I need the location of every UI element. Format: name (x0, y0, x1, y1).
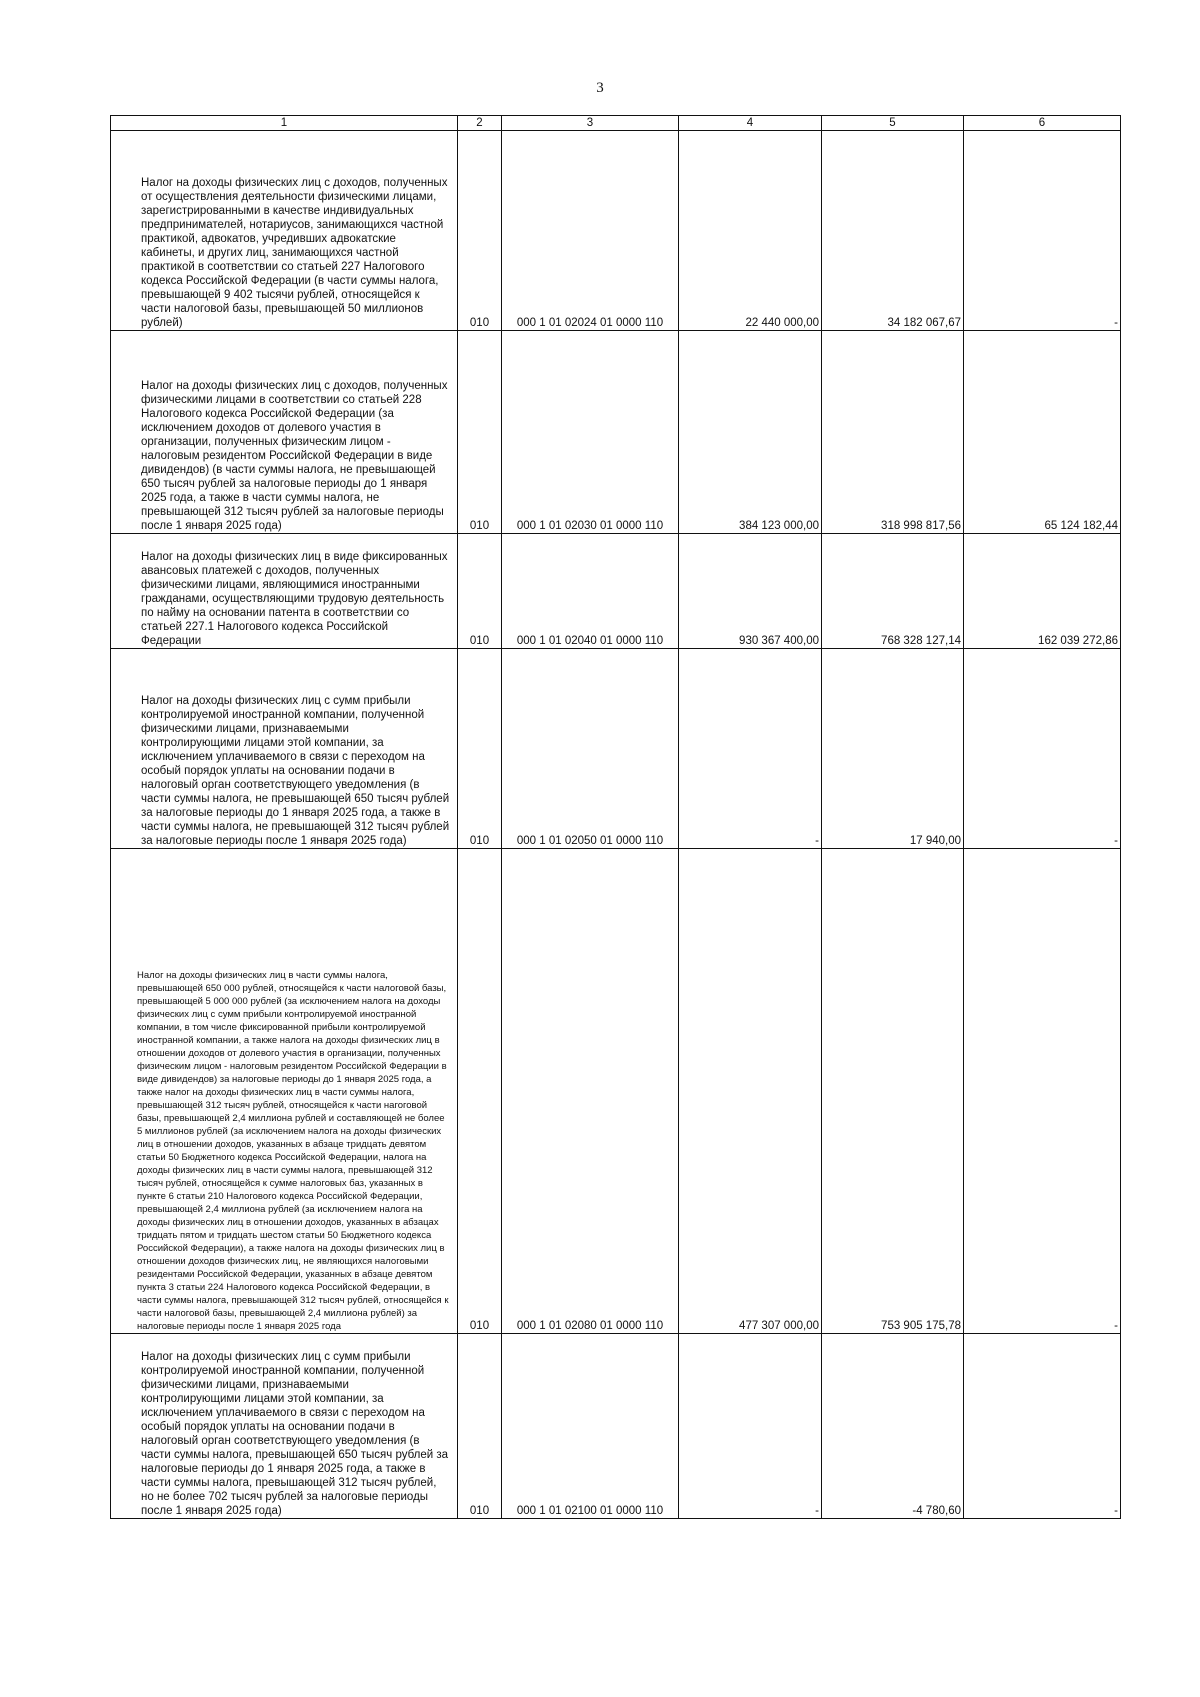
approved-amount-cell: 384 123 000,00 (679, 331, 822, 534)
approved-amount-cell: - (679, 649, 822, 849)
column-header-2: 2 (458, 116, 502, 131)
executed-amount-cell: 17 940,00 (822, 649, 964, 849)
unexecuted-amount-cell: - (964, 649, 1121, 849)
table-row (111, 849, 1121, 1334)
income-name-cell: Налог на доходы физических лиц с сумм прибыли контролируемой иностранной компании, полученной физическими лицами, признаваемыми контролирующими лицами этой компании, за исключением уплачиваемого в связи с переходом на особый порядок уплаты на основании подачи в налоговый орган соответствующего уведомления (в части суммы налога, превышающей 650 тысяч рублей за налоговые периоды до 1 января 2025 года, а также в части суммы налога, превышающей 312 тысяч рублей, но не более 702 тысяч рублей за налоговые периоды после 1 января 2025 года) (111, 1334, 458, 1519)
approved-amount-cell: 477 307 000,00 (679, 849, 822, 1334)
executed-amount-cell: 768 328 127,14 (822, 534, 964, 649)
budget-code-cell: 000 1 01 02050 01 0000 110 (502, 649, 679, 849)
income-name-cell: Налог на доходы физических лиц с доходов, полученных физическими лицами в соответствии со статьей 228 Налогового кодекса Российской Федерации (за исключением доходов от долевого участия в организации, полученных физическим лицом - налоговым резидентом Российской Федерации в виде дивидендов) (в части суммы налога, не превышающей 650 тысяч рублей за налоговые периоды до 1 января 2025 года, а также в части суммы налога, не превышающей 312 тысяч рублей за налоговые периоды после 1 января 2025 года) (111, 331, 458, 534)
line-code-cell: 010 (458, 649, 502, 849)
budget-code-cell: 000 1 01 02080 01 0000 110 (502, 849, 679, 1334)
approved-amount-cell: - (679, 1334, 822, 1519)
executed-amount-cell: -4 780,60 (822, 1334, 964, 1519)
budget-code-cell: 000 1 01 02100 01 0000 110 (502, 1334, 679, 1519)
income-report-table (110, 115, 1121, 1519)
income-name-cell: Налог на доходы физических лиц с доходов, полученных от осуществления деятельности физическими лицами, зарегистрированными в качестве индивидуальных предпринимателей, нотариусов, занимающихся частной практикой, адвокатов, учредивших адвокатские кабинеты, и других лиц, занимающихся частной практикой в соответствии со статьей 227 Налогового кодекса Российской Федерации (в части суммы налога, превышающей 9 402 тысячи рублей, относящейся к части налоговой базы, превышающей 50 миллионов рублей) (111, 131, 458, 331)
line-code-cell: 010 (458, 534, 502, 649)
unexecuted-amount-cell: 162 039 272,86 (964, 534, 1121, 649)
table-row (111, 534, 1121, 649)
unexecuted-amount-cell: 65 124 182,44 (964, 331, 1121, 534)
line-code-cell: 010 (458, 131, 502, 331)
unexecuted-amount-cell: - (964, 131, 1121, 331)
income-name-cell: Налог на доходы физических лиц с сумм прибыли контролируемой иностранной компании, полученной физическими лицами, признаваемыми контролирующими лицами этой компании, за исключением уплачиваемого в связи с переходом на особый порядок уплаты на основании подачи в налоговый орган соответствующего уведомления (в части суммы налога, не превышающей 650 тысяч рублей за налоговые периоды до 1 января 2025 года, а также в части суммы налога, не превышающей 312 тысяч рублей за налоговые периоды после 1 января 2025 года) (111, 649, 458, 849)
approved-amount-cell: 930 367 400,00 (679, 534, 822, 649)
unexecuted-amount-cell: - (964, 1334, 1121, 1519)
approved-amount-cell: 22 440 000,00 (679, 131, 822, 331)
column-header-5: 5 (822, 116, 964, 131)
column-header-6: 6 (964, 116, 1121, 131)
budget-code-cell: 000 1 01 02024 01 0000 110 (502, 131, 679, 331)
unexecuted-amount-cell: - (964, 849, 1121, 1334)
table-row (111, 331, 1121, 534)
budget-code-cell: 000 1 01 02030 01 0000 110 (502, 331, 679, 534)
executed-amount-cell: 34 182 067,67 (822, 131, 964, 331)
table-header-row (111, 116, 1121, 131)
executed-amount-cell: 753 905 175,78 (822, 849, 964, 1334)
column-header-4: 4 (679, 116, 822, 131)
line-code-cell: 010 (458, 331, 502, 534)
page-number: 3 (596, 80, 604, 96)
income-name-cell: Налог на доходы физических лиц в виде фиксированных авансовых платежей с доходов, полученных физическими лицами, являющимися иностранными гражданами, осуществляющими трудовую деятельность по найму на основании патента в соответствии со статьей 227.1 Налогового кодекса Российской Федерации (111, 534, 458, 649)
executed-amount-cell: 318 998 817,56 (822, 331, 964, 534)
line-code-cell: 010 (458, 849, 502, 1334)
table-row (111, 1334, 1121, 1519)
table-row (111, 649, 1121, 849)
income-name-cell: Налог на доходы физических лиц в части суммы налога, превышающей 650 000 рублей, относящейся к части налоговой базы, превышающей 5 000 000 рублей (за исключением налога на доходы физических лиц с сумм прибыли контролируемой иностранной компании, в том числе фиксированной прибыли контролируемой иностранной компании, а также налога на доходы физических лиц в отношении доходов от долевого участия в организации, полученных физическим лицом - налоговым резидентом Российской Федерации в виде дивидендов) за налоговые периоды до 1 января 2025 года, а также налог на доходы физических лиц в части суммы налога, превышающей 312 тысяч рублей, относящейся к части нагоговой базы, превышающей 2,4 миллиона рублей и составляющей не более 5 миллионов рублей (за исключением налога на доходы физических лиц в отношении доходов, указанных в абзаце тридцать девятом статьи 50 Бюджетного кодекса Российской Федерации, налога на доходы физических лиц в части суммы налога, превышающей 312 тысяч рублей, относящейся к сумме налоговых баз, указанных в пункте 6 статьи 210 Налогового кодекса Российской Федерации, превышающей 2,4 миллиона рублей (за исключением налога на доходы физических лиц в отношении доходов, указанных в абзацах тридцать пятом и тридцать шестом статьи 50 Бюджетного кодекса Российской Федерации), а также налога на доходы физических лиц в отношении доходов физических лиц, не являющихся налоговыми резидентами Российской Федерации, указанных в абзаце девятом пункта 3 статьи 224 Налогового кодекса Российской Федерации, в части суммы налога, превышающей 312 тысяч рублей, относящейся к части налоговой базы, превышающей 2,4 миллиона рублей) за налоговые периоды после 1 января 2025 года (111, 849, 458, 1334)
column-header-3: 3 (502, 116, 679, 131)
table-row (111, 131, 1121, 331)
column-header-1: 1 (111, 116, 458, 131)
line-code-cell: 010 (458, 1334, 502, 1519)
budget-code-cell: 000 1 01 02040 01 0000 110 (502, 534, 679, 649)
